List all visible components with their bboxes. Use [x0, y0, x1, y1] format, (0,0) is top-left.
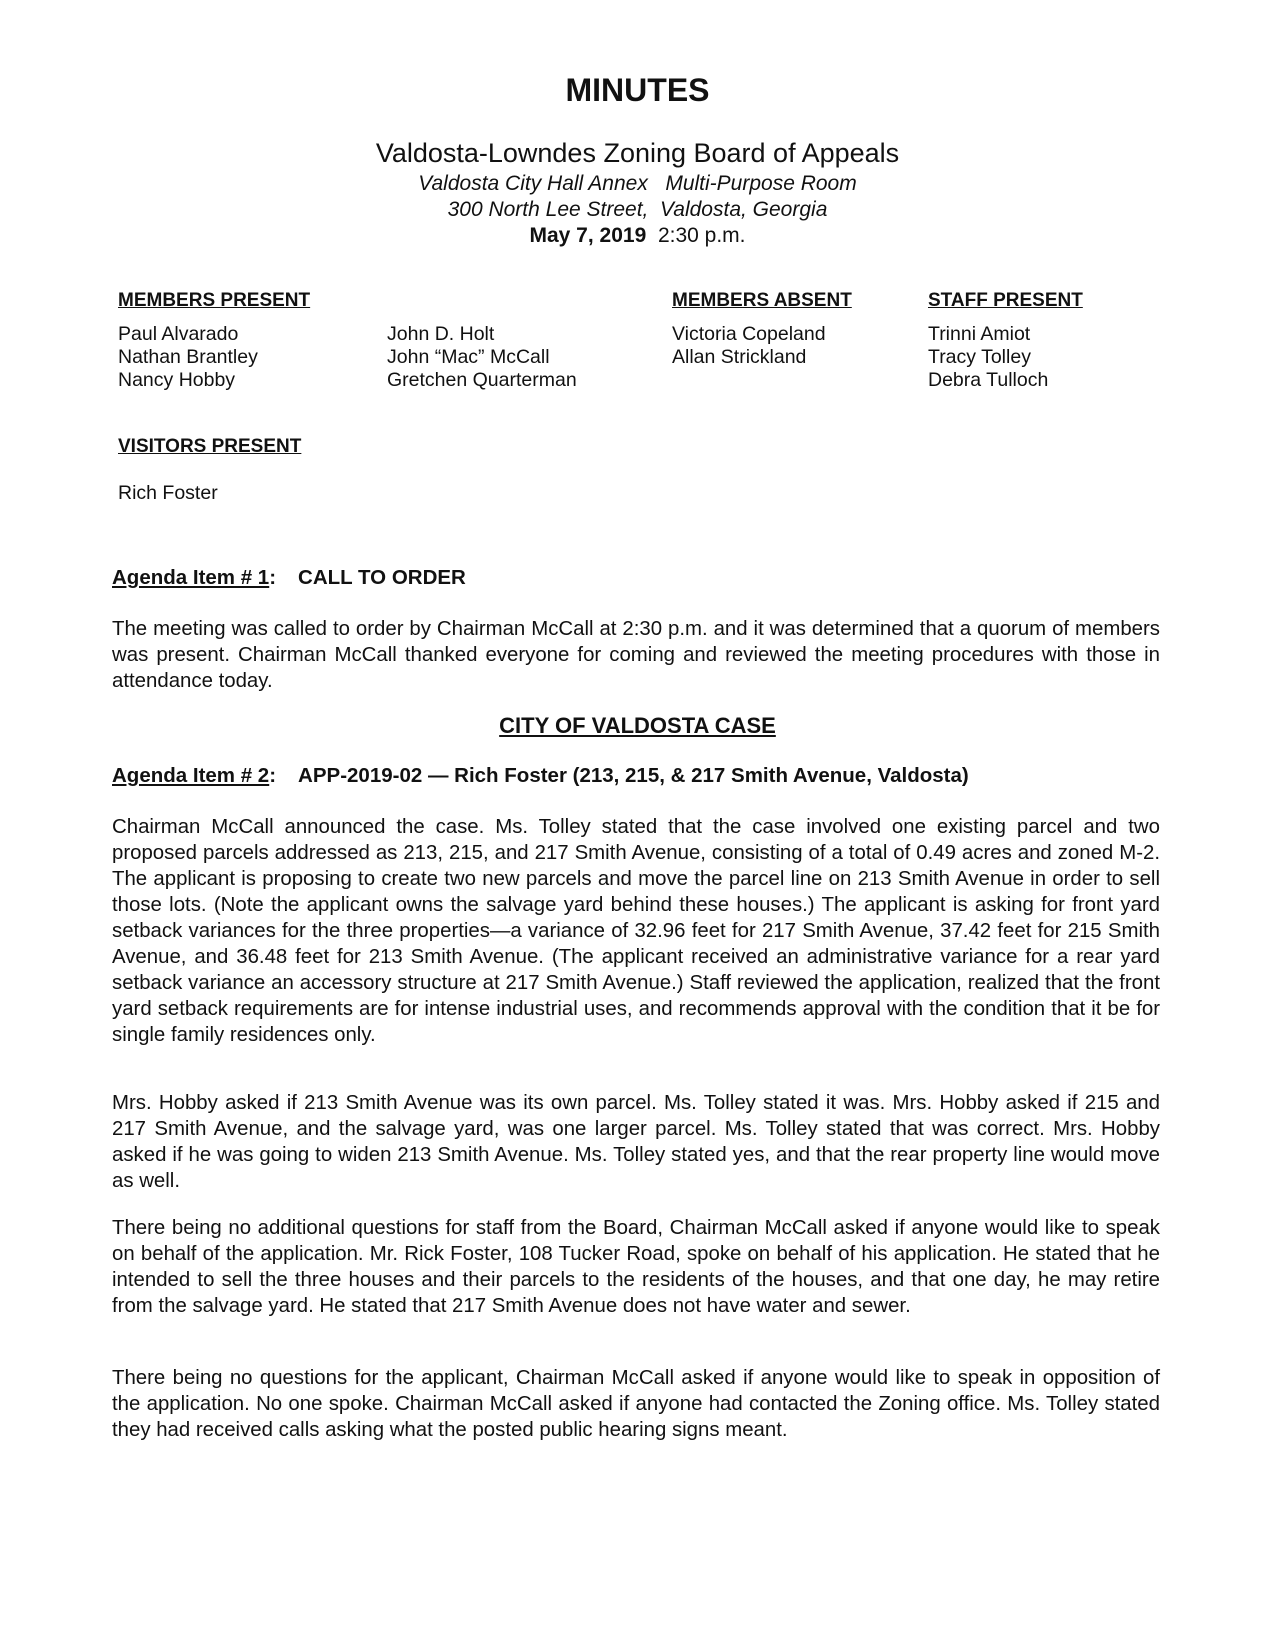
- member-name: Paul Alvarado: [118, 323, 239, 345]
- document-title: MINUTES: [565, 72, 710, 108]
- organization-name: Valdosta-Lowndes Zoning Board of Appeals: [375, 138, 900, 168]
- agenda-item-1-heading: Agenda Item # 1: CALL TO ORDER: [112, 566, 466, 589]
- staff-name: Trinni Amiot: [928, 323, 1031, 345]
- address-text: 300 North Lee Street, Valdosta, Georgia: [447, 198, 828, 221]
- staff-present-list: [928, 323, 1048, 392]
- staff-present-heading: STAFF PRESENT: [928, 290, 1083, 311]
- members-absent-list: [672, 323, 826, 369]
- agenda-item-1-body: The meeting was called to order by Chairman McCall at 2:30 p.m. and it was determined that a quorum of members was present. Chairman McCall thanked everyone for coming and reviewed the meeting procedures with those in attendance today.: [112, 618, 1160, 692]
- members-present-list-1: [118, 323, 258, 392]
- meeting-datetime: [0, 224, 1275, 248]
- meeting-venue: [0, 172, 1275, 196]
- agenda-item-2-paragraph-4: There being no questions for the applicant, Chairman McCall asked if anyone would like to speak in opposition of the application. No one spoke. Chairman McCall asked if anyone had contacted the Zoning office. Ms. Tolley stated they had received calls asking what the posted public hearing signs meant.: [112, 1367, 1160, 1441]
- agenda-item-title: APP-2019-02 — Rich Foster (213, 215, & 217 Smith Avenue, Valdosta): [298, 764, 969, 787]
- visitor-name: Rich Foster: [118, 482, 218, 504]
- agenda-item-label: Agenda Item # 2: [112, 764, 270, 787]
- agenda-item-label: Agenda Item # 1: [112, 566, 270, 589]
- members-present-list-2: [387, 323, 577, 392]
- agenda-item-2-paragraph-2: Mrs. Hobby asked if 213 Smith Avenue was its own parcel. Ms. Tolley stated it was. Mrs. Hobby asked if 215 and 217 Smith Avenue, and the salvage yard, was one larger parcel. Ms. Tolley stated that was correct. Mrs. Hobby asked if he was going to widen 213 Smith Avenue. Ms. Tolley stated yes, and that the rear property line would move as well.: [112, 1092, 1160, 1192]
- agenda-item-title: CALL TO ORDER: [298, 566, 466, 589]
- agenda-item-2-paragraph-1: Chairman McCall announced the case. Ms. Tolley stated that the case involved one existing parcel and two proposed parcels addressed as 213, 215, and 217 Smith Avenue, consisting of a total of 0.49 acres and zoned M-2. The applicant is proposing to create two new parcels and move the parcel line on 213 Smith Avenue in order to sell those lots. (Note the applicant owns the salvage yard behind these houses.) The applicant is asking for front yard setback variances for the three properties—a variance of 32.96 feet for 217 Smith Avenue, 37.42 feet for 215 Smith Avenue, and 36.48 feet for 213 Smith Avenue. (The applicant received an administrative variance for a rear yard setback variance an accessory structure at 217 Smith Avenue.) Staff reviewed the application, realized that the front yard setback requirements are for intense industrial uses, and recommends approval with the condition that it be for single family residences only.: [112, 816, 1160, 1046]
- members-present-heading: MEMBERS PRESENT: [118, 290, 311, 311]
- member-name: Gretchen Quarterman: [387, 369, 577, 391]
- case-section-heading: CITY OF VALDOSTA CASE: [499, 713, 776, 738]
- visitors-present-list: [118, 482, 218, 505]
- venue-text: Valdosta City Hall Annex Multi-Purpose Room: [418, 172, 857, 195]
- agenda-item-2-paragraph-3: There being no additional questions for staff from the Board, Chairman McCall asked if anyone would like to speak on behalf of the application. Mr. Rick Foster, 108 Tucker Road, spoke on behalf of his application. He stated that he intended to sell the three houses and their parcels to the residents of the houses, and that one day, he may retire from the salvage yard. He stated that 217 Smith Avenue does not have water and sewer.: [112, 1217, 1160, 1317]
- members-absent-heading: MEMBERS ABSENT: [672, 290, 852, 311]
- member-name: Allan Strickland: [672, 346, 807, 368]
- agenda-item-2-heading: Agenda Item # 2: APP-2019-02 — Rich Foster (213, 215, & 217 Smith Avenue, Valdosta): [112, 764, 969, 787]
- member-name: John D. Holt: [387, 323, 495, 345]
- member-name: Nancy Hobby: [118, 369, 236, 391]
- visitors-present-heading: VISITORS PRESENT: [118, 436, 302, 457]
- staff-name: Tracy Tolley: [928, 346, 1031, 368]
- member-name: Nathan Brantley: [118, 346, 258, 368]
- member-name: Victoria Copeland: [672, 323, 826, 345]
- meeting-address: [0, 198, 1275, 222]
- meeting-time: 2:30 p.m.: [657, 224, 746, 247]
- meeting-date: May 7, 2019: [529, 224, 647, 247]
- member-name: John “Mac” McCall: [387, 346, 550, 368]
- staff-name: Debra Tulloch: [928, 369, 1049, 391]
